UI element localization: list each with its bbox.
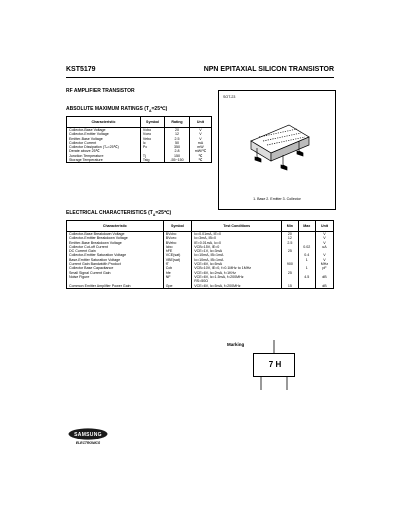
characteristic-cell: Collector-Base Breakdown Voltage — [69, 232, 125, 236]
characteristic-cell: DC Current Gain — [69, 249, 96, 254]
characteristic-cell: Emitter-Base Breakdown Voltage — [69, 240, 122, 245]
symbol-cell: fT — [163, 262, 191, 266]
document-title: NPN EPITAXIAL SILICON TRANSISTOR — [203, 66, 334, 73]
package-figure — [218, 90, 336, 210]
test-conditions-cell: VCE=6V, Ic=5mA, f=200MHz — [192, 284, 282, 289]
min-cell: 900 — [282, 262, 298, 266]
symbol-cell: Vcbo — [140, 128, 164, 133]
elec-header-4: Max — [298, 221, 315, 232]
unit-cell: mA — [189, 141, 211, 145]
symbol-cell: VBE(sat) — [163, 258, 191, 262]
rating-cell: 150 — [165, 154, 190, 158]
test-conditions-cell: VCB=15V, IE=0 — [192, 245, 282, 249]
abs-max-heading-sub: A — [148, 109, 152, 113]
table-row — [67, 158, 212, 163]
part-number: KST5179 — [66, 66, 96, 73]
unit-cell: mW/℃ — [189, 149, 211, 153]
elec-heading-sub: A — [152, 213, 156, 217]
symbol-cell: Vceo — [140, 132, 164, 136]
rating-cell: 20 — [165, 128, 190, 133]
table-row — [67, 284, 334, 289]
unit-cell: V — [315, 232, 333, 237]
abs-max-heading-tail: =25℃) — [151, 106, 168, 112]
min-cell: 25 — [282, 271, 298, 275]
characteristic-cell: Small Signal Current Gain — [69, 270, 111, 275]
symbol-cell: VCE(sat) — [163, 253, 191, 257]
max-cell: 1 — [298, 258, 315, 262]
unit-cell: mW — [189, 145, 211, 149]
characteristic-cell: Current Gain Bandwidth Product — [69, 262, 121, 267]
rating-cell: -55~150 — [165, 158, 190, 163]
test-conditions-cell: VCE=6V, Ic=5mA — [192, 262, 282, 266]
max-cell: 0.4 — [298, 253, 315, 257]
unit-cell: V — [315, 258, 333, 262]
abs-max-table — [66, 116, 212, 163]
rating-cell: 2.8 — [165, 149, 190, 153]
symbol-cell: Icbo — [163, 245, 191, 249]
test-conditions-cell: VCB=10V, IE=0, f=0.1MHz to 1MHz — [192, 266, 282, 270]
logo-subtitle: ELECTRONICS — [75, 441, 101, 445]
rating-cell: 2.5 — [165, 137, 190, 141]
samsung-logo — [68, 428, 108, 440]
test-conditions-cell: VCE=6V, Ic=1.5mA, f=200MHz — [192, 275, 282, 279]
unit-cell: MHz — [315, 262, 333, 266]
elec-char-table — [66, 220, 334, 289]
characteristic-cell: Junction Temperature — [69, 153, 104, 158]
symbol-cell: hFE — [163, 249, 191, 253]
characteristic-cell: Collector Dissipation (Tₐ=25℃) — [69, 145, 119, 150]
symbol-cell: Vebo — [140, 137, 164, 141]
unit-cell: dB — [315, 284, 333, 289]
characteristic-cell: Collector-Emitter Voltage — [69, 132, 109, 137]
characteristic-cell: Collector Base Capacitance — [69, 266, 114, 271]
max-cell: 4.5 — [298, 275, 315, 279]
unit-cell: V — [315, 236, 333, 240]
characteristic-cell: Base-Emitter Saturation Voltage — [69, 257, 121, 262]
rating-cell: 12 — [165, 132, 190, 136]
symbol-cell: Ccb — [163, 266, 191, 270]
max-cell: 1 — [298, 266, 315, 270]
min-cell: 25 — [282, 249, 298, 253]
package-name: SOT-23 — [223, 95, 236, 99]
unit-cell: V — [315, 253, 333, 257]
abs_max-header-2: Rating — [165, 117, 190, 128]
characteristic-cell: Noise Figure — [69, 274, 90, 279]
max-cell — [298, 284, 315, 289]
symbol-cell: Gpe — [163, 284, 191, 289]
marking-box — [253, 353, 295, 377]
elec-heading — [66, 210, 171, 217]
application-heading: RF AMPLIFIER TRANSISTOR — [66, 88, 135, 94]
rating-cell: 350 — [165, 145, 190, 149]
marking-code: 7 H — [268, 360, 282, 369]
unit-cell: V — [189, 128, 211, 133]
unit-cell: V — [315, 241, 333, 245]
symbol-cell: Ic — [140, 141, 164, 145]
test-conditions-cell: Ic=0.01mA, IE=0 — [192, 232, 282, 237]
min-cell: 12 — [282, 236, 298, 240]
abs-max-heading-text: ABSOLUTE MAXIMUM RATINGS (T — [66, 106, 149, 112]
logo-brand: SAMSUNG — [74, 431, 102, 438]
characteristic-cell: Common Emitter Amplifier Power Gain — [69, 283, 131, 288]
symbol-cell: BVebo — [163, 241, 191, 245]
characteristic-cell: Collector Current — [69, 140, 97, 145]
characteristic-cell: Collector Cut-off Current — [69, 244, 108, 249]
symbol-cell: NF — [163, 275, 191, 279]
test-conditions-cell: Ic=10mA, IB=1mA — [192, 253, 282, 257]
elec-header-1: Symbol — [163, 221, 191, 232]
unit-cell: V — [189, 132, 211, 136]
characteristic-cell: Emitter-Base Voltage — [69, 136, 103, 141]
test-conditions-cell: RS=50Ω — [192, 279, 282, 283]
characteristic-cell: Collector-Base Voltage — [69, 128, 106, 132]
elec-heading-tail: =25℃) — [155, 210, 172, 216]
min-cell: 20 — [282, 232, 298, 237]
unit-cell: dB — [315, 275, 333, 279]
unit-cell: uA — [315, 245, 333, 249]
sot23-package-drawing — [239, 107, 319, 187]
abs_max-header-1: Symbol — [140, 117, 164, 128]
test-conditions-cell: IE=0.01mA, Ic=0 — [192, 241, 282, 245]
abs_max-header-0: Characteristic — [67, 117, 141, 128]
characteristic-cell: Collector-Emitter Breakdown Voltage — [69, 236, 128, 241]
symbol-cell: BVcbo — [163, 232, 191, 237]
header-rule — [66, 77, 334, 78]
symbol-cell: Pc — [140, 145, 164, 149]
elec-header-3: Min — [282, 221, 298, 232]
characteristic-cell: Storage Temperature — [69, 158, 103, 163]
characteristic-cell: Derate above 25℃ — [69, 149, 100, 154]
test-conditions-cell: VCE=6V, Ic=2mA, f=1KHz — [192, 271, 282, 275]
abs_max-header-3: Unit — [189, 117, 211, 128]
unit-cell: ℃ — [189, 154, 211, 158]
elec-header-5: Unit — [315, 221, 333, 232]
symbol-cell: BVceo — [163, 236, 191, 240]
unit-cell: pF — [315, 266, 333, 270]
unit-cell: V — [189, 137, 211, 141]
rating-cell: 50 — [165, 141, 190, 145]
test-conditions-cell: VCE=1V, Ic=3mA — [192, 249, 282, 253]
abs-max-heading — [66, 106, 167, 113]
elec-heading-text: ELECTRICAL CHARACTERISTICS (T — [66, 210, 153, 216]
elec-header-2: Test Conditions — [192, 221, 282, 232]
min-cell: 15 — [282, 284, 298, 289]
marking-label: Marking — [227, 342, 245, 347]
symbol-cell: Tstg — [140, 158, 164, 163]
symbol-cell: Tj — [140, 154, 164, 158]
test-conditions-cell: Ic=10mA, IB=1mA — [192, 258, 282, 262]
max-cell: 0.02 — [298, 245, 315, 249]
elec-header-0: Characteristic — [67, 221, 164, 232]
min-cell: 2.5 — [282, 241, 298, 245]
symbol-cell: hfe — [163, 271, 191, 275]
pin-legend: 1. Base 2. Emitter 3. Collector — [253, 197, 301, 201]
characteristic-cell: Collector-Emitter Saturation Voltage — [69, 253, 127, 258]
test-conditions-cell: Ic=3mA, IB=0 — [192, 236, 282, 240]
unit-cell: ℃ — [189, 158, 211, 163]
